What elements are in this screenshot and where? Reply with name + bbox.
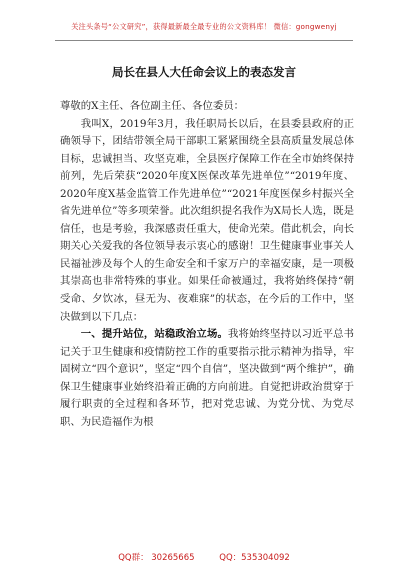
promo-banner: 关注头条号“公文研究”，获得最新最全最专业的公文资料库！ 微信：gongwenyj	[71, 22, 337, 31]
paragraph-section-1	[60, 326, 354, 431]
qq-group-number: QQ群： 30265665	[118, 553, 195, 563]
document-body	[60, 98, 354, 431]
document-title: 局长在县人大任命会议上的表态发言	[112, 65, 296, 79]
salutation: 尊敬的X主任、各位副主任、各位委员：	[60, 100, 245, 112]
qq-number: QQ：535304092	[219, 553, 290, 563]
banner-divider	[55, 40, 353, 41]
section-heading: 一、提升站位，站稳政治立场。	[80, 328, 228, 341]
section-text: 我将始终坚持以习近平总书记关于卫生健康和疫情防控工作的重要指示批示精神为指导，牢固树立“四个意识”，坚定“四个自信”，坚决做到“两个维护”，确保卫生健康事业始终沿着正确的方向前进。自觉把讲政治贯穿于履行职责的全过程和各环节，把对党忠诚、为党分忧、为党尽职、为民造福作为根	[60, 328, 355, 428]
paragraph-intro: 我叫X，2019年3月，我任职局长以后，在县委县政府的正确领导下，团结带领全局干部职工紧紧围绕全县高质量发展总体目标，忠诚担当、攻坚克难，全县医疗保障工作在全市始终保持前列，先后荣获“2020年度X医保改革先进单位”“2019年度、2020年度X基金监管工作先进单位”“2021年度医保乡村振兴全省先进单位”等多项荣誉。此次组织提名我作为X局长人选，既是信任，也是考验，我深感责任重大，使命光荣。借此机会，向长期关心关爱我的各位领导表示衷心的感谢！卫生健康事业事关人民福祉涉及每个人的生命安全和千家万户的幸福安康，是一项极其崇高也非常特殊的事业。如果任命被通过，我将始终保持“朝受命、夕饮冰，昼无为、夜难寐”的状态，在今后的工作中，坚决做到以下几点：	[60, 117, 354, 323]
contact-footer	[0, 551, 408, 563]
